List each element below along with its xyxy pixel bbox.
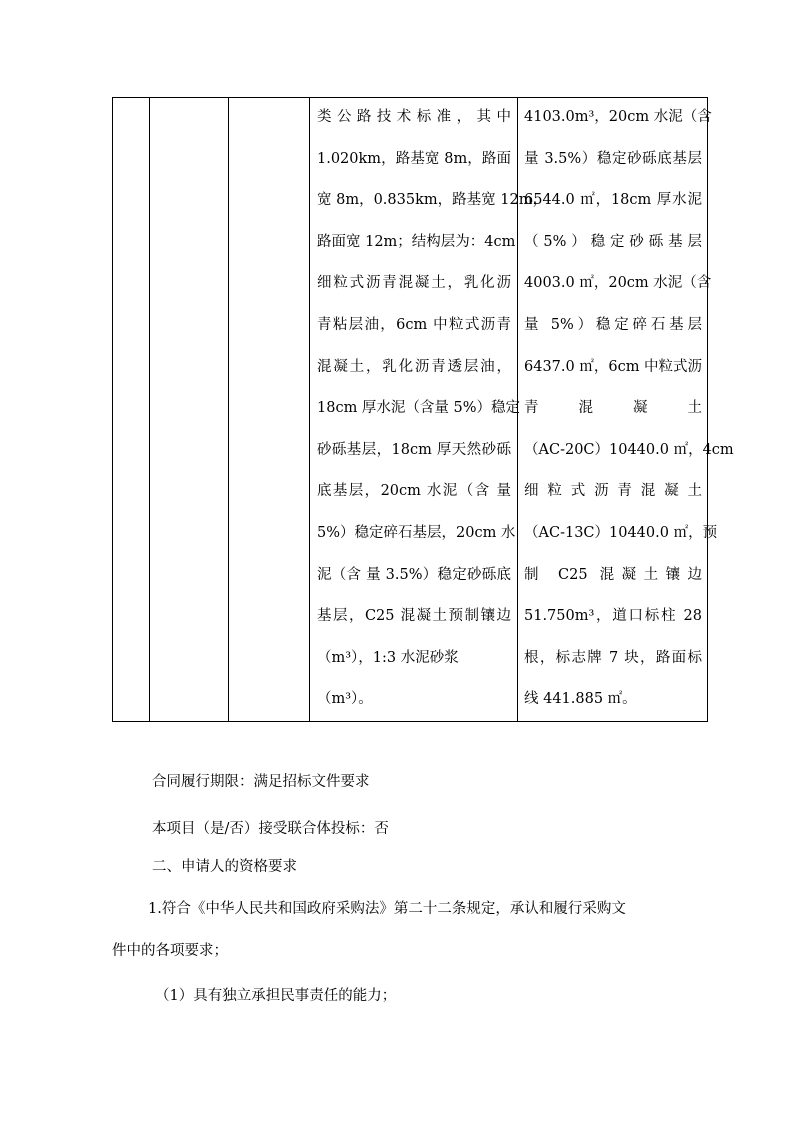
table-cell-line: （m³）。 <box>317 691 373 708</box>
table-cell-line: 4103.0m³，20cm 水泥（含 <box>524 109 712 125</box>
table-cell-line: 51.750m³，道口标柱 28 <box>524 608 702 625</box>
table-cell-line: 5%）稳定碎石基层，20cm 水 <box>317 525 516 541</box>
table-column-divider <box>309 98 310 721</box>
table-cell-line: 制 C25 混凝土镶边 <box>524 566 702 583</box>
table-cell-line: 底基层，20cm 水泥（含 量 <box>317 483 511 500</box>
table-cell-line: （AC-13C）10440.0 ㎡，预 <box>524 525 718 541</box>
table-cell-line: 4003.0 ㎡，20cm 水泥（含 <box>524 275 712 292</box>
table-cell-line: 线 441.885 ㎡。 <box>524 691 637 708</box>
table-cell-line: 量 5%）稳定碎石基层 <box>524 317 702 333</box>
table-cell-line: 18cm 厚水泥（含量 5%）稳定 <box>317 400 521 417</box>
table-cell-line: 类公路技术标准，其中 <box>317 109 511 125</box>
table-cell-line: 细粒式沥青混凝土 <box>524 483 702 500</box>
section-heading: 二、申请人的资格要求 <box>152 859 297 875</box>
table-cell-line: 砂砾基层，18cm 厚天然砂砾 <box>317 441 511 458</box>
consortium-text: 本项目（是/否）接受联合体投标：否 <box>152 821 389 837</box>
table-cell-line: 路面宽 12m；结构层为：4cm <box>317 233 516 250</box>
table-cell-line: 青 混 凝 土 <box>524 400 702 417</box>
requirement-1-line2: 件中的各项要求； <box>112 943 228 959</box>
table-cell-line: 1.020km，路基宽 8m，路面 <box>317 150 511 167</box>
requirement-1-line1: 1.符合《中华人民共和国政府采购法》第二十二条规定，承认和履行采购文 <box>148 901 626 917</box>
table-cell-line: 根，标志牌 7 块，路面标 <box>524 649 702 666</box>
project-table <box>112 97 734 722</box>
table-cell-line: 混凝土，乳化沥青透层油， <box>317 358 511 375</box>
table-cell-line: 量 3.5%）稳定砂砾底基层 <box>524 150 702 167</box>
table-column-divider <box>149 98 150 721</box>
table-cell-line: 细粒式沥青混凝土，乳化沥 <box>317 275 511 292</box>
table-cell-line: （5%）稳定砂砾基层 <box>524 233 702 250</box>
table-cell-line: 6437.0 ㎡，6cm 中粒式沥 <box>524 358 703 375</box>
table-cell-line: 基层，C25 混凝土预制镶边 <box>317 608 511 625</box>
table-cell-line: （AC-20C）10440.0 ㎡，4cm <box>524 441 734 458</box>
table-cell-line: （m³），1:3 水泥砂浆 <box>317 649 459 666</box>
table-column-divider <box>228 98 229 721</box>
performance-period-text: 合同履行期限：满足招标文件要求 <box>152 774 370 790</box>
table-cell-line: 宽 8m，0.835km，路基宽 12m， <box>317 192 547 209</box>
table-cell-line: 泥（含 量 3.5%）稳定砂砾底 <box>317 566 511 583</box>
table-cell-line: 青粘层油，6cm 中粒式沥青 <box>317 317 511 333</box>
requirement-1-sub1: （1）具有独立承担民事责任的能力； <box>155 988 397 1004</box>
table-cell-line: 6544.0 ㎡，18cm 厚水泥 <box>524 192 702 209</box>
